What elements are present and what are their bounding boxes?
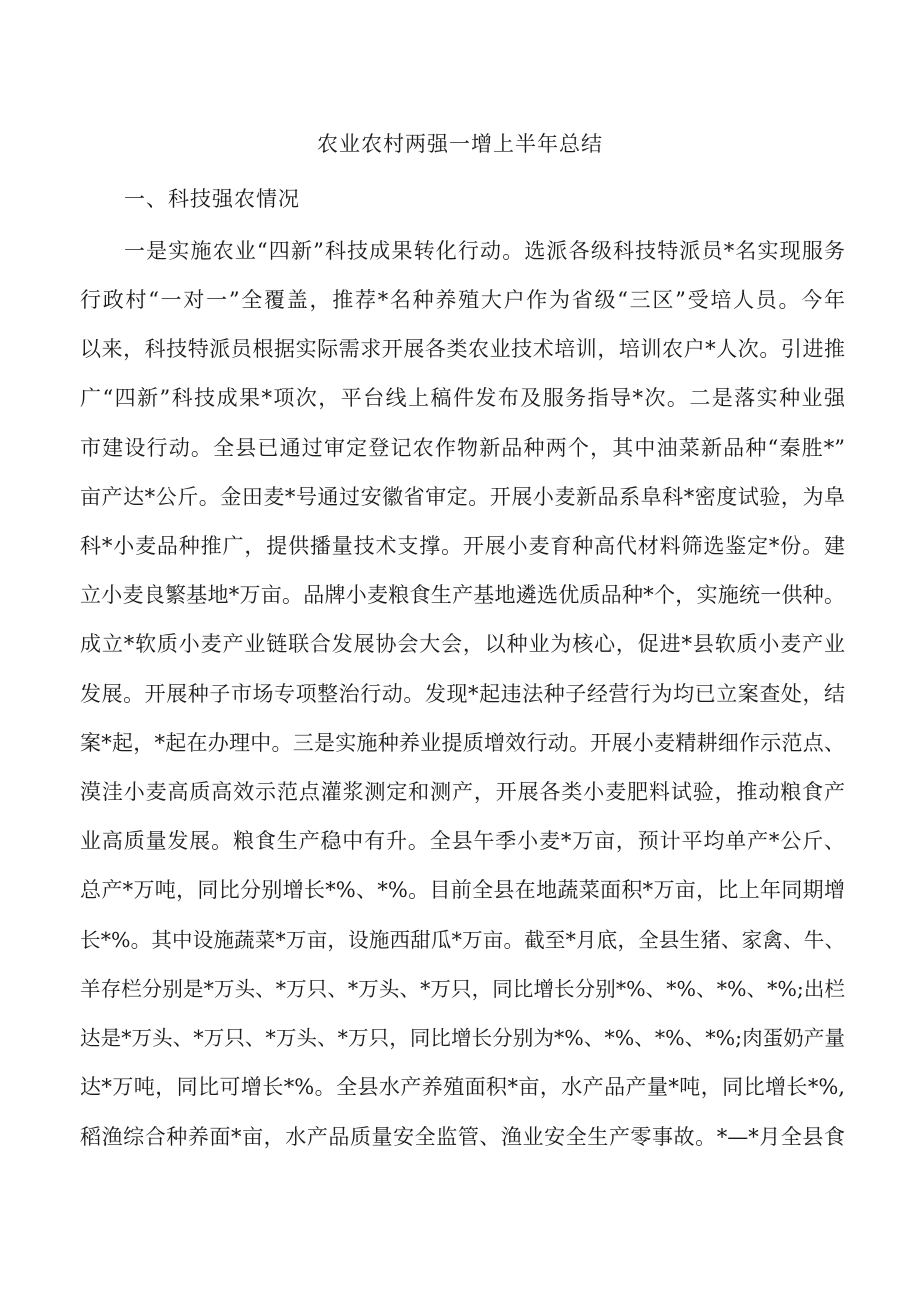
paragraph-line: 羊存栏分别是*万头、*万只、*万头、*万只，同比增长分别*%、*%、*%、*%;出栏 (80, 977, 845, 1001)
paragraph-line: 总产*万吨，同比分别增长*%、*%。目前全县在地蔬菜面积*万亩，比上年同期增 (80, 878, 845, 902)
paragraph-line: 行政村“一对一”全覆盖，推荐*名种养殖大户作为省级“三区”受培人员。今年 (80, 288, 845, 312)
paragraph-line: 一是实施农业“四新”科技成果转化行动。选派各级科技特派员*名实现服务 (124, 239, 845, 263)
section-heading: 一、科技强农情况 (124, 187, 300, 211)
paragraph-line: 稻渔综合种养面*亩，水产品质量安全监管、渔业安全生产零事故。*—*月全县食 (80, 1125, 845, 1149)
paragraph-line: 达*万吨，同比可增长*%。全县水产养殖面积*亩，水产品产量*吨，同比增长*%, (80, 1075, 845, 1099)
paragraph-line: 长*%。其中设施蔬菜*万亩，设施西甜瓜*万亩。截至*月底，全县生猪、家禽、牛、 (80, 928, 845, 952)
paragraph-line: 立小麦良繁基地*万亩。品牌小麦粮食生产基地遴选优质品种*个，实施统一供种。 (80, 583, 845, 607)
paragraph-line: 达是*万头、*万只、*万头、*万只，同比增长分别为*%、*%、*%、*%;肉蛋奶产量 (80, 1026, 845, 1050)
paragraph-line: 发展。开展种子市场专项整治行动。发现*起违法种子经营行为均已立案查处，结 (80, 682, 845, 706)
paragraph-line: 成立*软质小麦产业链联合发展协会大会，以种业为核心，促进*县软质小麦产业 (80, 632, 845, 656)
paragraph-line: 漠洼小麦高质高效示范点灌浆测定和测产，开展各类小麦肥料试验，推动粮食产 (80, 780, 845, 804)
paragraph-line: 市建设行动。全县已通过审定登记农作物新品种两个，其中油菜新品种“秦胜*” (80, 436, 845, 460)
paragraph-line: 以来，科技特派员根据实际需求开展各类农业技术培训，培训农户*人次。引进推 (80, 337, 845, 361)
paragraph-line: 业高质量发展。粮食生产稳中有升。全县午季小麦*万亩，预计平均单产*公斤、 (80, 829, 845, 853)
paragraph-line: 科*小麦品种推广，提供播量技术支撑。开展小麦育种高代材料筛选鉴定*份。建 (80, 534, 845, 558)
paragraph-line: 案*起，*起在办理中。三是实施种养业提质增效行动。开展小麦精耕细作示范点、 (80, 731, 845, 755)
paragraph-line: 广“四新”科技成果*项次，平台线上稿件发布及服务指导*次。二是落实种业强 (80, 386, 845, 410)
paragraph-line: 亩产达*公斤。金田麦*号通过安徽省审定。开展小麦新品系阜科*密度试验，为阜 (80, 485, 845, 509)
document-title: 农业农村两强一增上半年总结 (317, 132, 603, 156)
